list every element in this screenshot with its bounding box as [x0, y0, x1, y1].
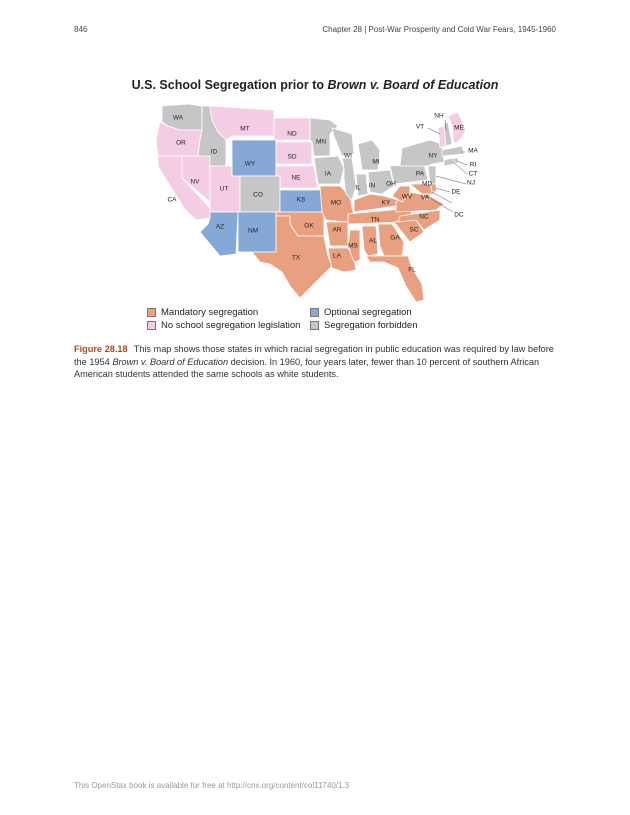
legend-right	[310, 306, 418, 332]
state-label-mn: MN	[315, 138, 327, 146]
state-label-ct: CT	[468, 170, 478, 178]
figure-label: Figure 28.18	[74, 344, 128, 354]
state-label-ia: IA	[324, 170, 332, 178]
state-label-ne: NE	[291, 174, 301, 182]
state-label-ks: KS	[296, 196, 306, 204]
state-label-wv: WV	[401, 193, 413, 201]
state-label-nh: NH	[434, 112, 444, 120]
chapter-header: Chapter 28 | Post-War Prosperity and Cold War Fears, 1945-1960	[322, 25, 556, 34]
legend-label-forbidden: Segregation forbidden	[324, 320, 418, 331]
state-label-nc: NC	[419, 213, 429, 221]
page-number: 846	[74, 25, 88, 34]
legend-left	[147, 306, 300, 332]
state-wy	[232, 140, 276, 176]
state-label-mi: MI	[372, 158, 380, 166]
state-label-ri: RI	[469, 161, 477, 169]
legend-item-forbidden	[310, 319, 418, 332]
state-mn	[310, 118, 338, 156]
state-label-vt: VT	[415, 123, 425, 131]
state-label-sc: SC	[409, 226, 419, 234]
state-label-in: IN	[368, 182, 376, 190]
caption-case-name: Brown v. Board of Education	[112, 356, 229, 367]
state-label-nv: NV	[190, 178, 200, 186]
state-label-ut: UT	[219, 185, 229, 193]
legend-label-optional: Optional segregation	[324, 307, 412, 318]
state-label-fl: FL	[408, 266, 416, 274]
state-label-md: MD	[421, 180, 433, 188]
map-title	[0, 78, 630, 92]
page-footer: This OpenStax book is available for free at http://cnx.org/content/col11740/1.3	[74, 781, 350, 790]
us-segregation-map	[140, 96, 490, 306]
state-label-nm: NM	[247, 227, 259, 235]
state-label-me: ME	[454, 124, 464, 132]
legend-swatch-forbidden	[310, 321, 319, 330]
state-ma	[442, 146, 464, 156]
state-label-va: VA	[420, 194, 430, 202]
state-label-or: OR	[176, 139, 186, 147]
state-label-mo: MO	[330, 199, 342, 207]
state-ar	[326, 222, 348, 246]
leader-line-ct	[453, 162, 467, 174]
state-fl	[366, 256, 424, 302]
state-label-il: IL	[355, 184, 361, 192]
legend-item-none	[147, 319, 300, 332]
state-label-wy: WY	[244, 160, 256, 168]
state-label-tx: TX	[291, 254, 301, 262]
state-label-al: AL	[369, 237, 377, 245]
leader-line-de	[435, 188, 450, 192]
state-label-wa: WA	[172, 114, 184, 122]
state-label-ca: CA	[167, 196, 177, 204]
state-label-sd: SD	[287, 153, 297, 161]
state-label-ar: AR	[332, 226, 342, 234]
map-title-case: Brown v. Board of Education	[327, 78, 499, 92]
state-label-ky: KY	[381, 199, 391, 207]
state-label-pa: PA	[415, 170, 425, 178]
state-label-id: ID	[210, 148, 218, 156]
legend-item-optional	[310, 306, 418, 319]
state-label-wi: WI	[344, 152, 352, 160]
legend-label-none: No school segregation legislation	[161, 320, 301, 331]
legend-swatch-mandatory	[147, 308, 156, 317]
leader-line-ri	[457, 161, 467, 165]
figure-caption	[74, 343, 554, 381]
caption-text-2: decision. In 1960, four years later, fewer than 10 percent of southern African American students attended the same schools as white students.	[74, 356, 540, 379]
legend-swatch-optional	[310, 308, 319, 317]
state-ky	[354, 194, 398, 212]
state-label-ma: MA	[468, 147, 478, 155]
state-ct	[444, 158, 454, 166]
leader-line-nj	[436, 176, 466, 184]
state-label-ok: OK	[304, 222, 314, 230]
caption-text-1: This map shows those states in which racial segregation in public education was required by law before the 1954	[74, 344, 554, 367]
state-label-ms: MS	[348, 242, 358, 250]
state-label-nd: ND	[287, 130, 297, 138]
state-label-la: LA	[333, 252, 341, 260]
state-label-oh: OH	[386, 180, 396, 188]
state-label-az: AZ	[215, 223, 225, 231]
legend-label-mandatory: Mandatory segregation	[161, 307, 259, 318]
state-label-dc: DC	[454, 211, 464, 219]
state-label-ga: GA	[390, 234, 400, 242]
legend-swatch-none	[147, 321, 156, 330]
state-label-tn: TN	[370, 216, 380, 224]
state-ri	[454, 158, 458, 163]
legend-item-mandatory	[147, 306, 300, 319]
state-label-mt: MT	[240, 125, 250, 133]
state-label-de: DE	[451, 188, 461, 196]
state-label-ny: NY	[428, 152, 438, 160]
map-title-prefix: U.S. School Segregation prior to	[131, 78, 328, 92]
state-label-nj: NJ	[467, 179, 475, 187]
state-label-co: CO	[253, 191, 263, 199]
